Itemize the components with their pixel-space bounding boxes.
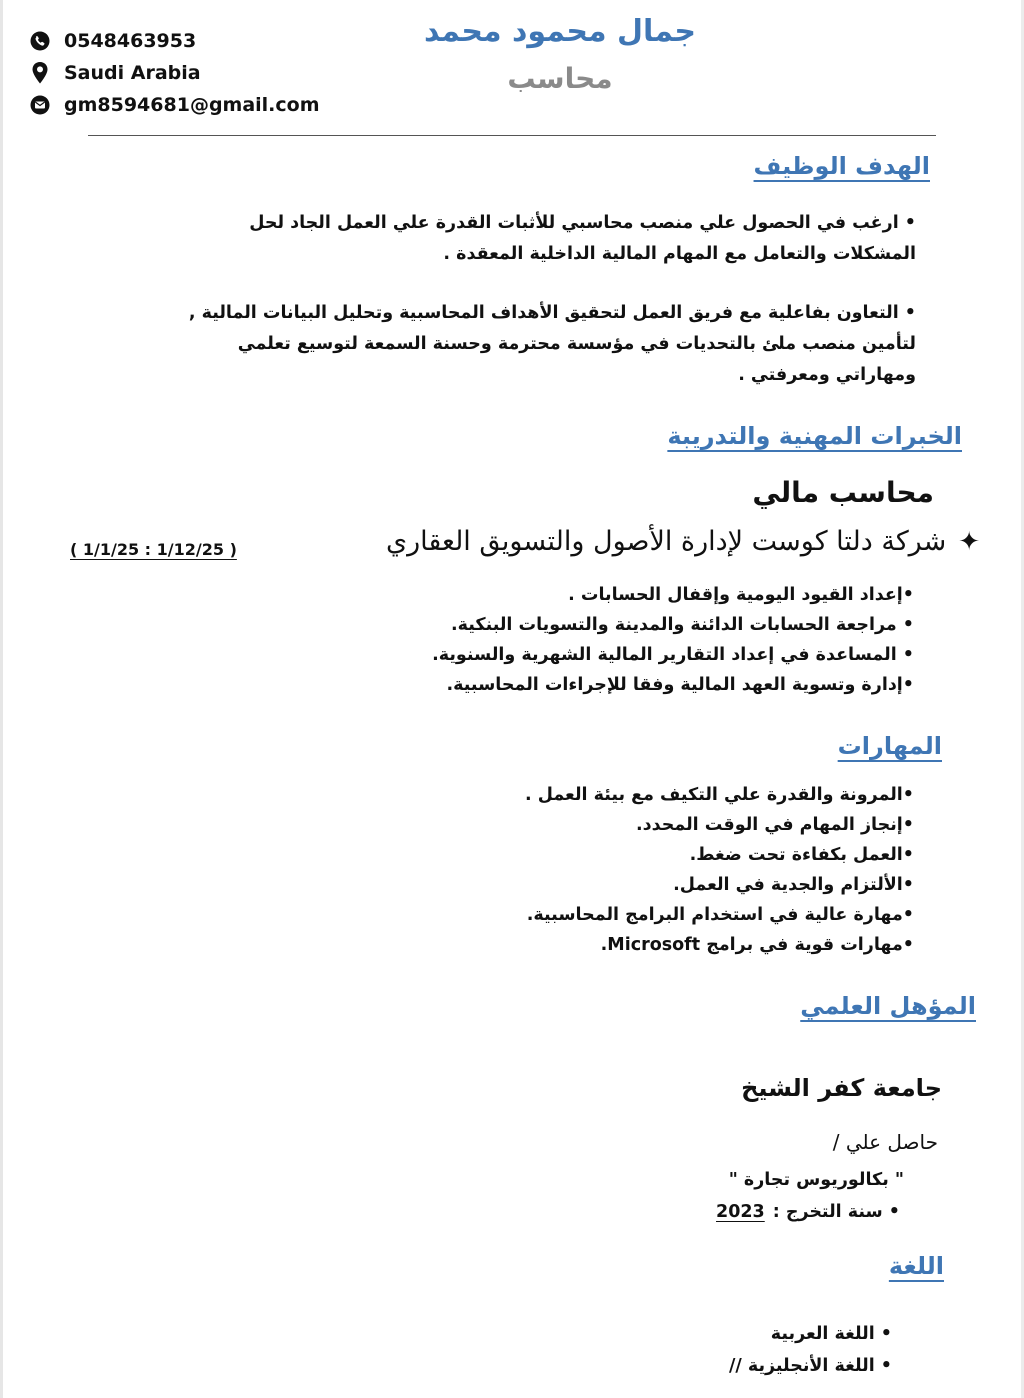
duty-item: •إدارة وتسوية العهد المالية وفقا للإجراءات المحاسبية. bbox=[446, 675, 914, 695]
phone-icon bbox=[30, 31, 50, 51]
skills-heading: المهارات bbox=[837, 732, 942, 760]
skill-item: •الألتزام والجدية في العمل. bbox=[673, 875, 914, 895]
duty-item: • المساعدة في إعداد التقارير المالية الشهرية والسنوية. bbox=[432, 645, 914, 665]
page-left-edge bbox=[0, 0, 3, 1398]
education-heading: المؤهل العلمي bbox=[800, 992, 976, 1020]
graduation-label: • سنة التخرج : bbox=[772, 1202, 900, 1222]
language-item: • اللغة العربية bbox=[770, 1324, 892, 1344]
person-job-title: محاسب bbox=[507, 62, 613, 95]
language-item: • اللغة الأنجليزية // bbox=[728, 1356, 892, 1376]
phone-text: 0548463953 bbox=[64, 30, 197, 52]
skill-item: •إنجاز المهام في الوقت المحدد. bbox=[636, 815, 914, 835]
education-degree: " بكالوريوس تجارة " bbox=[728, 1170, 904, 1190]
objective-paragraph-2 bbox=[116, 298, 916, 391]
email-text: gm8594681@gmail.com bbox=[64, 94, 320, 116]
experience-heading: الخبرات المهنية والتدريبة bbox=[667, 422, 962, 450]
skill-item: •العمل بكفاءة تحت ضغط. bbox=[689, 845, 914, 865]
experience-company-row bbox=[386, 526, 980, 557]
education-obtained: حاصل علي / bbox=[832, 1130, 938, 1154]
skill-item: •مهارة عالية في استخدام البرامج المحاسبية. bbox=[526, 905, 914, 925]
experience-company: شركة دلتا كوست لإدارة الأصول والتسويق العقاري bbox=[386, 526, 947, 557]
experience-role: محاسب مالي bbox=[752, 476, 934, 509]
languages-list bbox=[492, 1318, 892, 1382]
experience-duties-list bbox=[214, 580, 914, 700]
education-university: جامعة كفر الشيخ bbox=[741, 1074, 942, 1102]
objective-p2-line3: ومهاراتي ومعرفتي . bbox=[738, 365, 916, 385]
experience-dates: ( 1/1/25 : 1/12/25 ) bbox=[70, 540, 237, 559]
graduation-year: 2023 bbox=[716, 1202, 765, 1222]
location-text: Saudi Arabia bbox=[64, 62, 201, 84]
duty-item: •إعداد القيود اليومية وإقفال الحسابات . bbox=[568, 585, 914, 605]
objective-p2-line2: لتأمين منصب ملئ بالتحديات في مؤسسة محترمة وحسنة السمعة لتوسيع تعلمي bbox=[237, 334, 916, 354]
contact-location bbox=[30, 62, 201, 84]
skills-list bbox=[214, 780, 914, 960]
objective-p2-line1: • التعاون بفاعلية مع فريق العمل لتحقيق الأهداف المحاسبية وتحليل البيانات المالية , bbox=[188, 303, 916, 323]
contact-phone bbox=[30, 30, 196, 52]
objective-paragraph-1 bbox=[116, 208, 916, 270]
skill-item: •المرونة والقدرة علي التكيف مع بيئة العمل . bbox=[524, 785, 914, 805]
education-graduation bbox=[716, 1202, 900, 1222]
objective-p1-line2: المشكلات والتعامل مع المهام المالية الداخلية المعقدة . bbox=[443, 244, 916, 264]
email-icon bbox=[30, 95, 50, 115]
objective-heading: الهدف الوظيف bbox=[753, 152, 930, 180]
duty-item: • مراجعة الحسابات الدائنة والمدينة والتسويات البنكية. bbox=[450, 615, 914, 635]
contact-email bbox=[30, 94, 320, 116]
skill-item: •مهارات قوية في برامج Microsoft. bbox=[600, 935, 914, 955]
sparkle-icon: ✦ bbox=[958, 526, 980, 557]
languages-heading: اللغة bbox=[888, 1252, 944, 1280]
person-name: جمال محمود محمد bbox=[423, 14, 697, 49]
header-divider bbox=[88, 135, 936, 136]
location-pin-icon bbox=[30, 63, 50, 83]
objective-p1-line1: • ارغب في الحصول علي منصب محاسبي للأثبات القدرة علي العمل الجاد لحل bbox=[249, 213, 916, 233]
